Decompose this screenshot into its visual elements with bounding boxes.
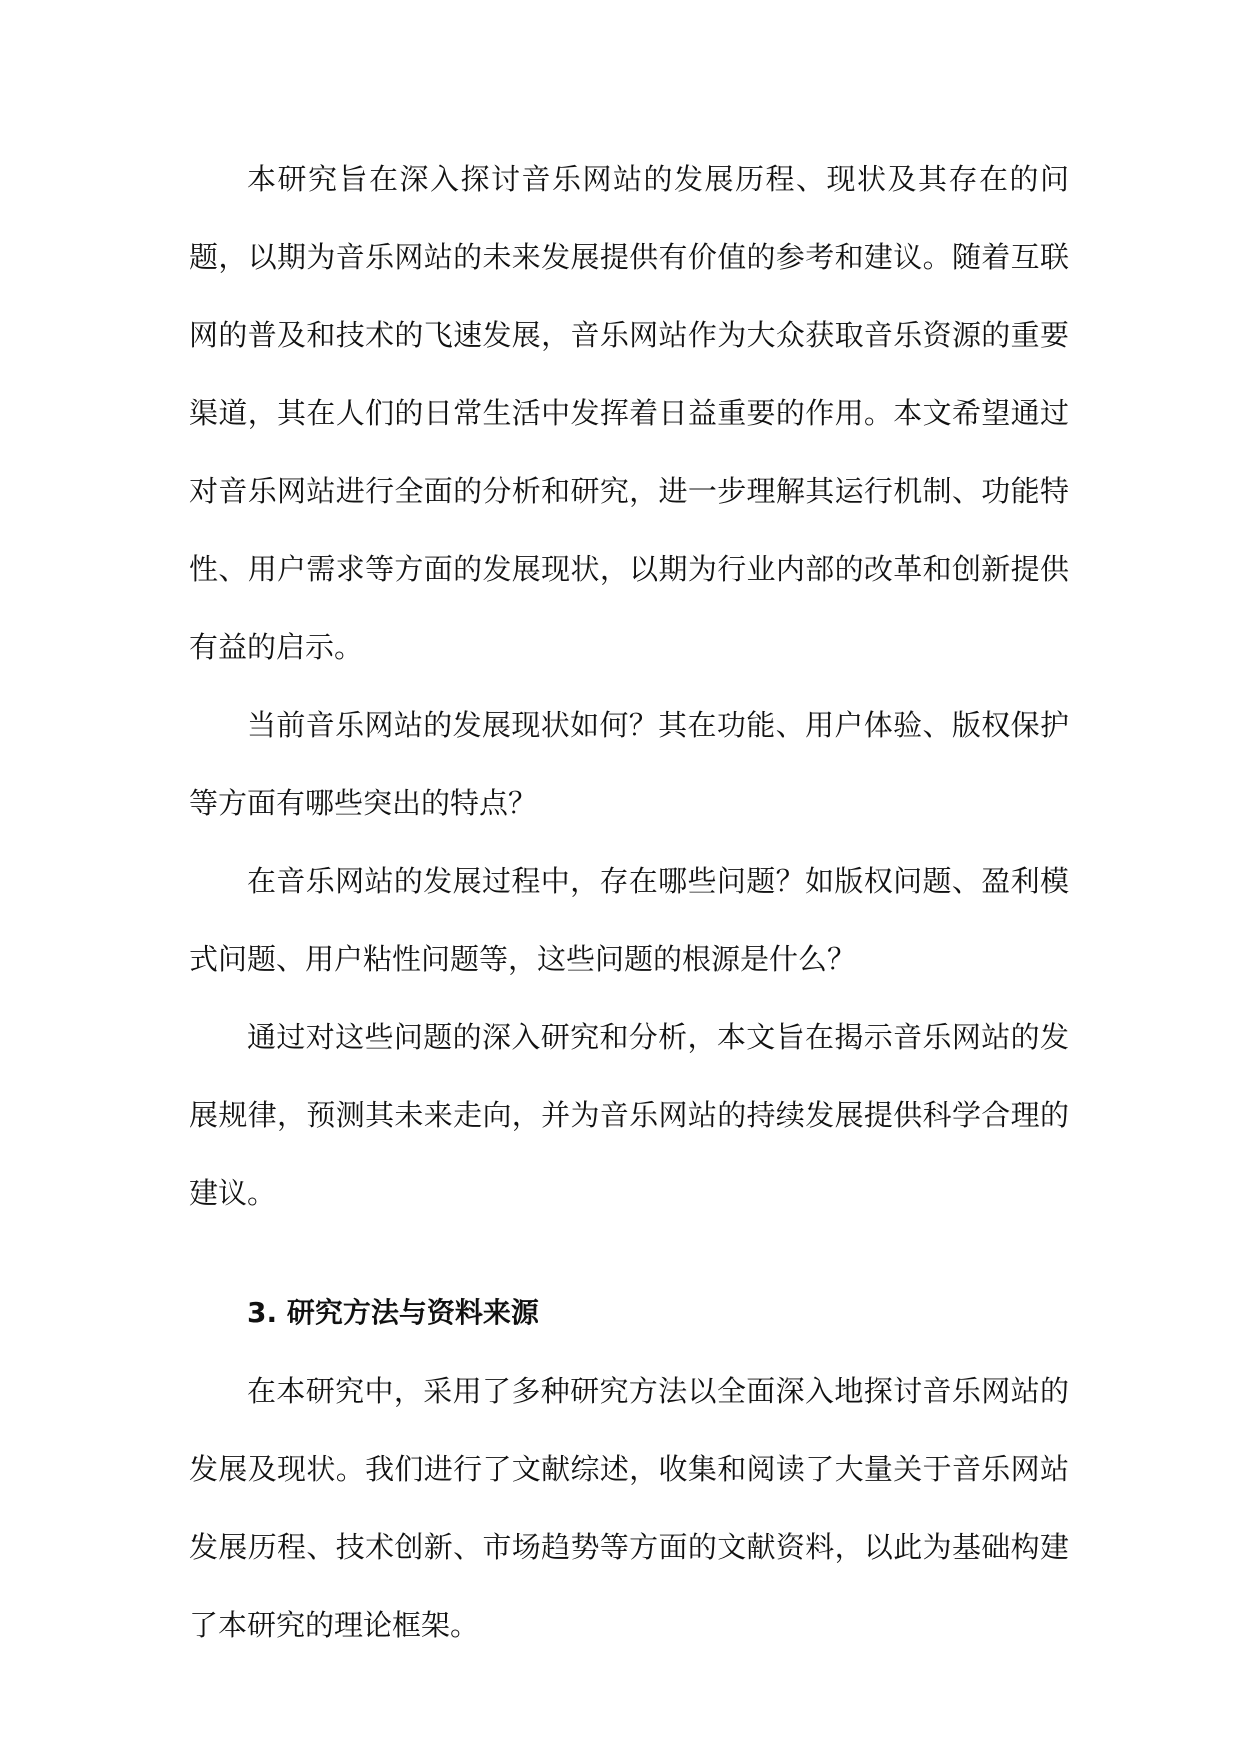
section-heading: 3. 研究方法与资料来源: [247, 1296, 539, 1329]
paragraph-question-problems: 在音乐网站的发展过程中，存在哪些问题？如版权问题、盈利模式问题、用户粘性问题等，这些问题的根源是什么？: [189, 864, 1069, 976]
paragraph-research-goal: 通过对这些问题的深入研究和分析，本文旨在揭示音乐网站的发展规律，预测其未来走向，并为音乐网站的持续发展提供科学合理的建议。: [189, 1020, 1069, 1210]
document-body: [189, 140, 1069, 1664]
paragraph-question-current-status: 当前音乐网站的发展现状如何？其在功能、用户体验、版权保护等方面有哪些突出的特点？: [189, 708, 1069, 820]
paragraph-research-aim: 本研究旨在深入探讨音乐网站的发展历程、现状及其存在的问题，以期为音乐网站的未来发展提供有价值的参考和建议。随着互联网的普及和技术的飞速发展，音乐网站作为大众获取音乐资源的重要渠道，其在人们的日常生活中发挥着日益重要的作用。本文希望通过对音乐网站进行全面的分析和研究，进一步理解其运行机制、功能特性、用户需求等方面的发展现状，以期为行业内部的改革和创新提供有益的启示。: [189, 162, 1069, 664]
paragraph-research-methods: 在本研究中，采用了多种研究方法以全面深入地探讨音乐网站的发展及现状。我们进行了文献综述，收集和阅读了大量关于音乐网站发展历程、技术创新、市场趋势等方面的文献资料，以此为基础构建了本研究的理论框架。: [189, 1374, 1069, 1642]
